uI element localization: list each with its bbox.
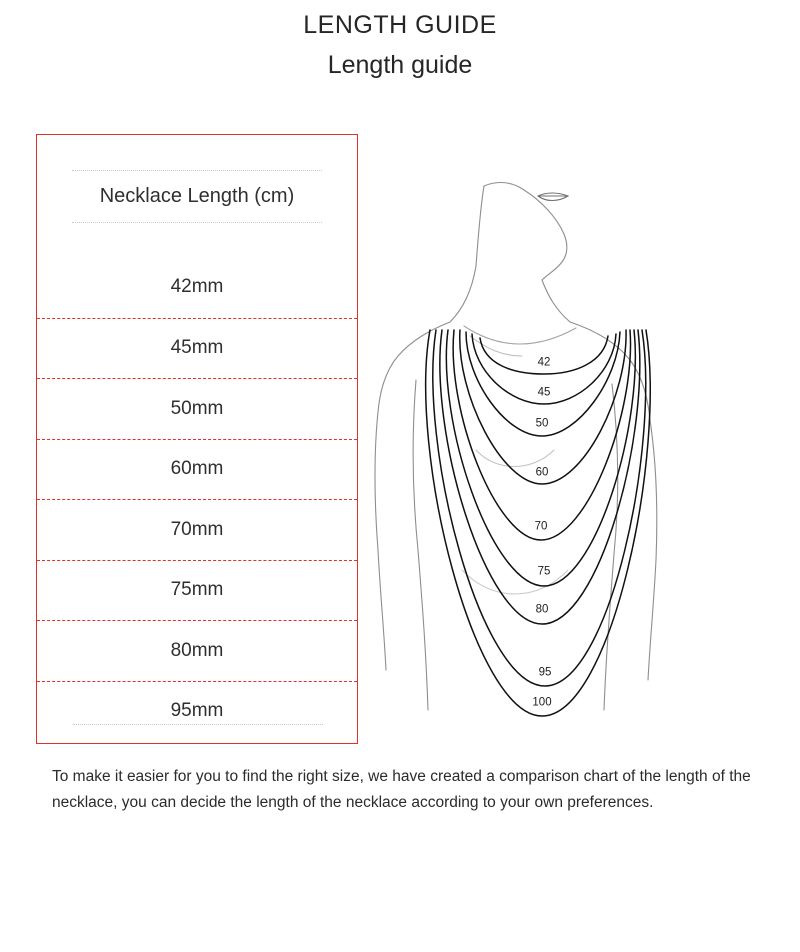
necklace-length-table bbox=[36, 134, 358, 744]
table-column-header: Necklace Length (cm) bbox=[99, 184, 295, 207]
table-row bbox=[37, 257, 357, 318]
table-cell-length: 45mm bbox=[170, 337, 224, 359]
table-header-row bbox=[37, 135, 357, 257]
table-cell-length: 50mm bbox=[170, 397, 224, 419]
page-title: LENGTH GUIDE bbox=[303, 11, 497, 39]
table-cell-length: 95mm bbox=[170, 700, 224, 722]
table-cell-length: 60mm bbox=[170, 458, 224, 480]
chain-label-95: 95 bbox=[536, 667, 555, 680]
divider-dotted-under-header bbox=[72, 222, 322, 223]
necklace-length-illustration bbox=[372, 150, 784, 750]
table-row bbox=[37, 560, 357, 621]
footer-description: To make it easier for you to find the right size, we have created a comparison chart of the length of the necklace, you can decide the length of the necklace according to your own preferences. bbox=[52, 768, 751, 811]
body-outline bbox=[375, 183, 657, 710]
table-row bbox=[37, 378, 357, 439]
table-row bbox=[37, 439, 357, 500]
chain-label-70: 70 bbox=[532, 521, 551, 534]
chain-label-45: 45 bbox=[535, 387, 554, 400]
divider-dotted-bottom bbox=[73, 724, 323, 725]
page-subtitle: Length guide bbox=[327, 51, 473, 79]
table-cell-length: 80mm bbox=[170, 639, 224, 661]
chain-label-42: 42 bbox=[535, 357, 554, 370]
chain-label-60: 60 bbox=[533, 467, 552, 480]
table-row bbox=[37, 318, 357, 379]
table-cell-length: 75mm bbox=[170, 579, 224, 601]
chain-label-80: 80 bbox=[533, 604, 552, 617]
chain-95 bbox=[433, 330, 646, 686]
chain-label-75: 75 bbox=[535, 566, 554, 579]
table-row bbox=[37, 681, 357, 742]
table-row bbox=[37, 499, 357, 560]
figure-svg bbox=[372, 150, 784, 750]
page-title-block bbox=[0, 8, 800, 82]
table-cell-length: 42mm bbox=[170, 276, 224, 298]
table-cell-length: 70mm bbox=[170, 518, 224, 540]
chain-label-50: 50 bbox=[533, 418, 552, 431]
table-row bbox=[37, 620, 357, 681]
chain-label-100: 100 bbox=[529, 697, 554, 710]
